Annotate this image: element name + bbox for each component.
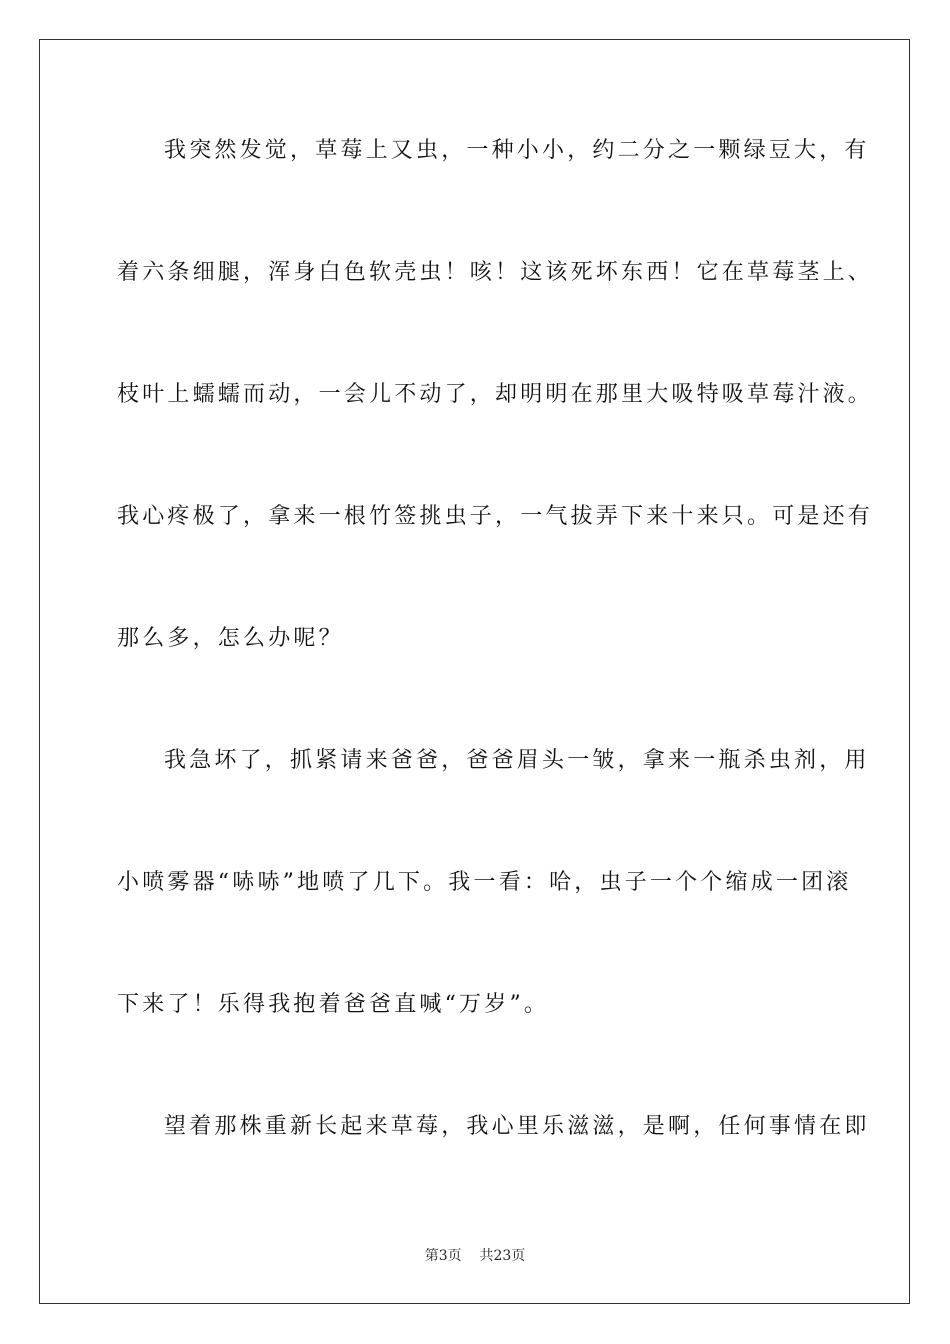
text-line: 那么多，怎么办呢？	[117, 626, 344, 651]
text-line: 我心疼极了，拿来一根竹签挑虫子，一气拔弄下来十来只。可是还有	[117, 504, 874, 529]
text-line: 下来了！乐得我抱着爸爸直喊“万岁”。	[117, 992, 550, 1017]
page-total: 共23页	[479, 1248, 526, 1264]
text-line: 望着那株重新长起来草莓，我心里乐滋滋，是啊，任何事情在即	[164, 1114, 870, 1139]
text-line: 着六条细腿，浑身白色软壳虫！咳！这该死坏东西！它在草莓茎上、	[117, 260, 874, 285]
page-number: 第3页	[424, 1248, 462, 1264]
text-line: 我突然发觉，草莓上又虫，一种小小，约二分之一颗绿豆大，有	[164, 138, 870, 163]
text-line: 枝叶上蠕蠕而动，一会儿不动了，却明明在那里大吸特吸草莓汁液。	[117, 382, 874, 407]
page-footer	[0, 1245, 950, 1265]
text-line: 小喷雾器“哧哧”地喷了几下。我一看：哈，虫子一个个缩成一团滚	[117, 870, 852, 895]
body-text	[117, 120, 874, 1218]
text-line: 我急坏了，抓紧请来爸爸，爸爸眉头一皱，拿来一瓶杀虫剂，用	[164, 748, 870, 773]
